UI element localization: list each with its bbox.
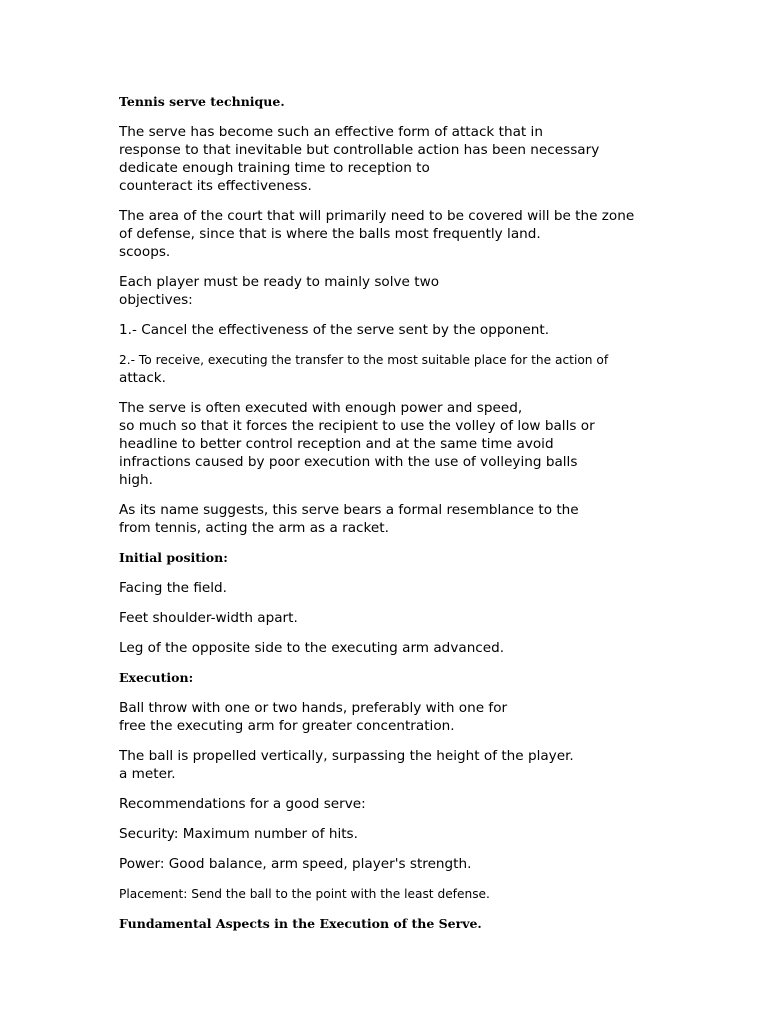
recommendations-label: Recommendations for a good serve: [119, 796, 366, 812]
paragraph-objectives: Each player must be ready to mainly solve two objectives: [119, 274, 440, 308]
recommendation-placement: Placement: Send the ball to the point with the least defense. [119, 887, 490, 901]
document-page [119, 93, 649, 945]
heading-execution: Execution: [119, 670, 194, 685]
execution-1: Ball throw with one or two hands, preferably with one for free the executing arm for greater concentration. [119, 700, 508, 734]
objective-1: 1.- Cancel the effectiveness of the serve sent by the opponent. [119, 322, 550, 338]
initial-position-3: Leg of the opposite side to the executing arm advanced. [119, 640, 505, 656]
execution-2: The ball is propelled vertically, surpassing the height of the player. a meter. [119, 748, 574, 782]
objective-2-line2: attack. [119, 370, 166, 386]
initial-position-1: Facing the field. [119, 580, 227, 596]
paragraph-court-area: The area of the court that will primarily need to be covered will be the zone of defense, since that is where the balls most frequently land. scoops. [119, 208, 635, 260]
paragraph-power-speed: The serve is often executed with enough power and speed, so much so that it forces the recipient to use the volley of low balls or headline to better control reception and at the same time avoid infractions caused by poor execution with the use of volleying balls high. [119, 400, 595, 488]
heading-fundamental-aspects: Fundamental Aspects in the Execution of the Serve. [119, 916, 482, 931]
paragraph-serve-attack: The serve has become such an effective form of attack that in response to that inevitable but controllable action has been necessary dedicate enough training time to reception to counteract its effectiveness. [119, 124, 600, 194]
initial-position-2: Feet shoulder-width apart. [119, 610, 298, 626]
paragraph-resemblance: As its name suggests, this serve bears a formal resemblance to the from tennis, acting the arm as a racket. [119, 502, 579, 536]
document-title: Tennis serve technique. [119, 94, 285, 109]
objective-2-line1: 2.- To receive, executing the transfer to the most suitable place for the action of [119, 353, 609, 367]
objective-2 [119, 351, 649, 387]
recommendation-security: Security: Maximum number of hits. [119, 826, 358, 842]
heading-initial-position: Initial position: [119, 550, 228, 565]
recommendation-power: Power: Good balance, arm speed, player's strength. [119, 856, 472, 872]
